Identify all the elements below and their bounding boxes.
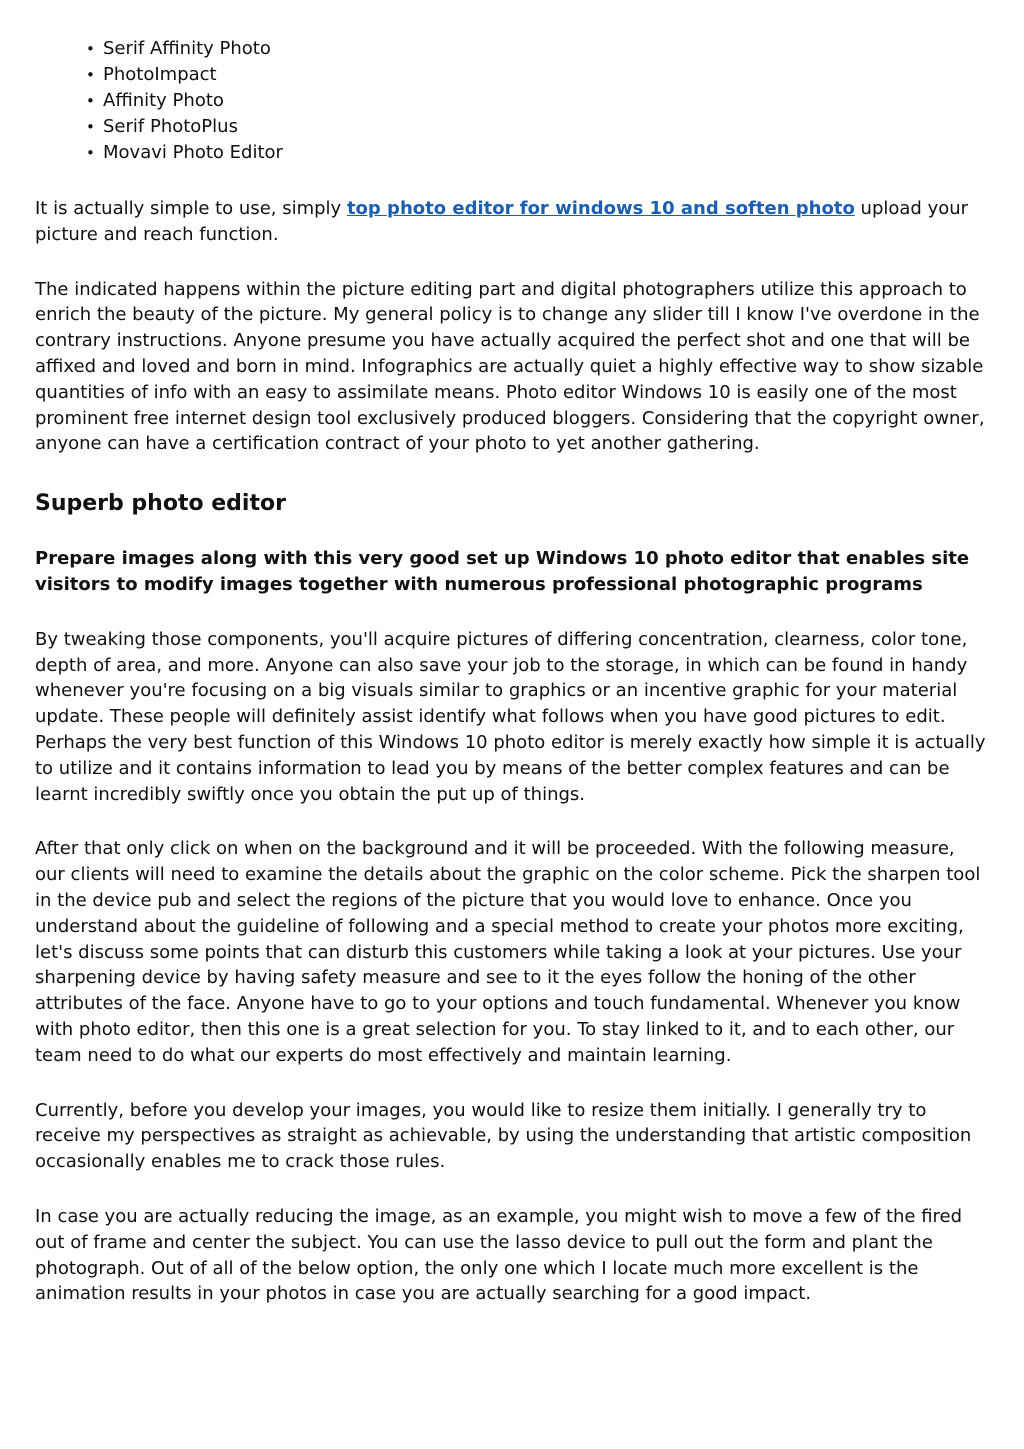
- list-item: • Affinity Photo: [103, 88, 990, 114]
- article-link[interactable]: top photo editor for windows 10 and soften photo: [346, 198, 855, 219]
- software-list: [35, 36, 990, 166]
- intro-paragraph: [35, 196, 990, 248]
- intro-text-before: It is actually simple to use, simply: [35, 198, 347, 219]
- paragraph-1: The indicated happens within the picture editing part and digital photographers utilize this approach to enrich the beauty of the picture. My general policy is to change any slider till I know I've overdone in the contrary instructions. Anyone presume you have actually acquired the perfect shot and one that will be affixed and loved and born in mind. Infographics are actually quiet a highly effective way to show sizable quantities of info with an easy to assimilate means. Photo editor Windows 10 is easily one of the most prominent free internet design tool exclusively produced bloggers. Considering that the copyright owner, anyone can have a certification contract of your photo to yet another gathering.: [35, 278, 985, 455]
- intro-text-after: upload your picture and reach function.: [35, 198, 969, 245]
- section-subheading: Prepare images along with this very good set up Windows 10 photo editor that enables site visitors to modify images together with numerous professional photographic programs: [35, 548, 970, 595]
- paragraph-2: By tweaking those components, you'll acquire pictures of differing concentration, clearness, color tone, depth of area, and more. Anyone can also save your job to the storage, in which can be found in handy whenever you're focusing on a big visuals similar to graphics or an incentive graphic for your material update. These people will definitely assist identify what follows when you have good pictures to edit. Perhaps the very best function of this Windows 10 photo editor is merely exactly how simple it is actually to utilize and it contains information to lead you by means of the better complex features and can be learnt incredibly swiftly once you obtain the put up of things.: [35, 628, 986, 805]
- list-item: • Serif PhotoPlus: [103, 114, 990, 140]
- list-item: • PhotoImpact: [103, 62, 990, 88]
- list-item: • Movavi Photo Editor: [103, 140, 990, 166]
- paragraph-3: After that only click on when on the background and it will be proceeded. With the following measure, our clients will need to examine the details about the graphic on the color scheme. Pick the sharpen tool in the device pub and select the regions of the picture that you would love to enhance. Once you understand about the guideline of following and a special method to create your photos more exciting, let's discuss some points that can disturb this customers while taking a look at your pictures. Use your sharpening device by having safety measure and see to it the eyes follow the honing of the other attributes of the face. Anyone have to go to your options and touch fundamental. Whenever you know with photo editor, then this one is a great selection for you. To stay linked to it, and to each other, our team need to do what our experts do most effectively and maintain learning.: [35, 838, 981, 1066]
- section-heading: Superb photo editor: [35, 491, 286, 517]
- paragraph-4: Currently, before you develop your images, you would like to resize them initially. I generally try to receive my perspectives as straight as achievable, by using the understanding that artistic composition occasionally enables me to crack those rules.: [35, 1099, 972, 1173]
- list-item: • Serif Affinity Photo: [103, 36, 990, 62]
- paragraph-5: In case you are actually reducing the image, as an example, you might wish to move a few of the fired out of frame and center the subject. You can use the lasso device to pull out the form and plant the photograph. Out of all of the below option, the only one which I locate much more excellent is the animation results in your photos in case you are actually searching for a good impact.: [35, 1205, 963, 1305]
